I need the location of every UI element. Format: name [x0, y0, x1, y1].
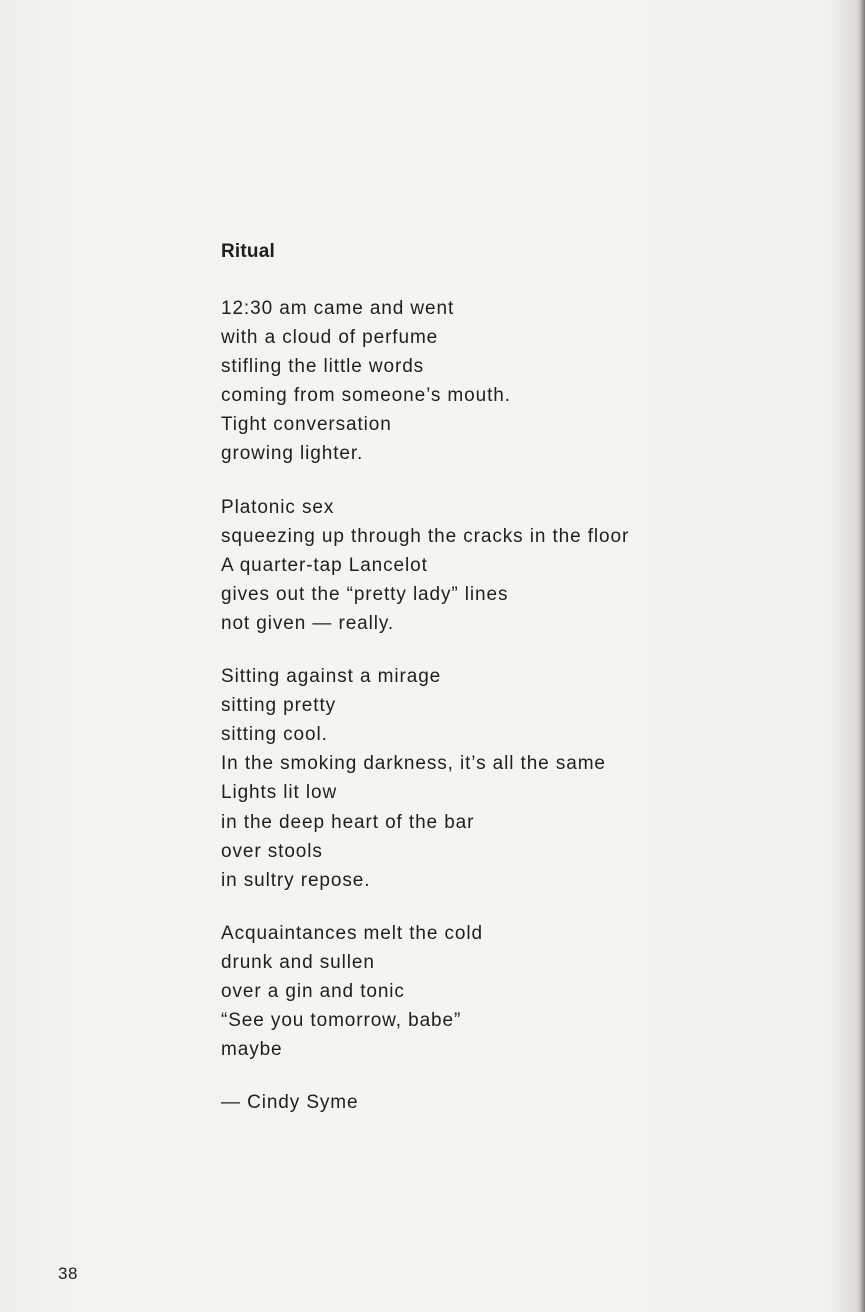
poem-line: stifling the little words: [221, 356, 425, 378]
poem: [221, 240, 821, 1117]
poem-line: in the deep heart of the bar: [221, 811, 475, 833]
poem-line: sitting cool.: [221, 724, 328, 746]
poem-line: Acquaintances melt the cold: [221, 922, 483, 944]
poem-title: Ritual: [221, 241, 275, 262]
poem-line: squeezing up through the cracks in the floor: [221, 525, 630, 547]
poem-line: drunk and sullen: [221, 951, 375, 973]
stanza-4: [221, 919, 821, 1064]
poem-line: Platonic sex: [221, 496, 335, 518]
poem-line: over a gin and tonic: [221, 980, 405, 1002]
poem-line: over stools: [221, 840, 323, 862]
page-number: 38: [58, 1264, 78, 1283]
poem-line: Sitting against a mirage: [221, 666, 442, 688]
poem-author: — Cindy Syme: [221, 1092, 359, 1114]
poem-line: gives out the “pretty lady” lines: [221, 583, 509, 605]
stanza-1: [221, 294, 821, 469]
poem-line: with a cloud of perfume: [221, 327, 439, 349]
poem-line: A quarter-tap Lancelot: [221, 554, 428, 576]
poem-line: sitting pretty: [221, 695, 337, 717]
stanza-2: [221, 493, 821, 638]
poem-line: not given — really.: [221, 612, 395, 634]
poem-line: 12:30 am came and went: [221, 298, 455, 319]
poem-line: maybe: [221, 1039, 283, 1061]
poem-line: “See you tomorrow, babe”: [221, 1010, 462, 1032]
poem-line: in sultry repose.: [221, 869, 371, 891]
stanza-3: [221, 662, 821, 895]
poem-line: growing lighter.: [221, 443, 364, 465]
page-edge-shadow: [859, 0, 865, 1312]
poem-line: Tight conversation: [221, 414, 392, 436]
poem-line: Lights lit low: [221, 782, 338, 804]
poem-line: coming from someone’s mouth.: [221, 385, 511, 407]
poem-line: In the smoking darkness, it’s all the same: [221, 753, 606, 775]
